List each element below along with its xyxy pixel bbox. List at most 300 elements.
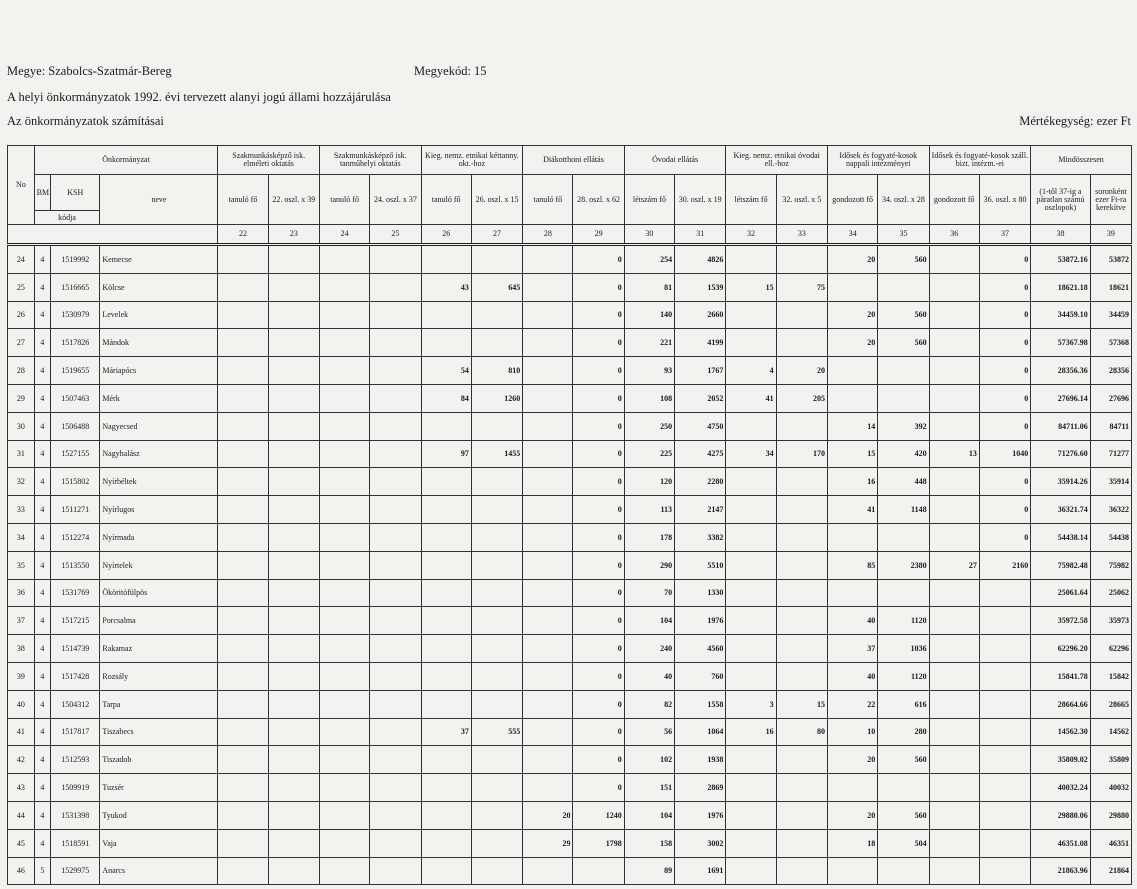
municipality-name: Rozsály: [100, 662, 218, 690]
value-cell: 20: [828, 245, 878, 274]
value-cell: [370, 273, 421, 301]
value-cell: 0: [979, 412, 1030, 440]
value-cell: 0: [573, 245, 624, 274]
value-cell: 81: [624, 273, 674, 301]
value-cell: 1120: [878, 662, 929, 690]
value-cell: [421, 801, 471, 829]
value-cell: 555: [471, 718, 522, 746]
value-cell: 240: [624, 635, 674, 663]
value-cell: 170: [776, 440, 827, 468]
value-cell: [268, 329, 319, 357]
value-cell: 34: [726, 440, 776, 468]
value-cell: [471, 301, 522, 329]
col-number: 30: [624, 225, 674, 245]
value-cell: 36321.74: [1031, 496, 1091, 524]
value-cell: 18621.18: [1031, 273, 1091, 301]
value-cell: [979, 718, 1030, 746]
value-cell: [370, 579, 421, 607]
col-number: 28: [523, 225, 573, 245]
value-cell: [523, 579, 573, 607]
value-cell: 25062: [1090, 579, 1131, 607]
value-cell: 0: [573, 579, 624, 607]
col-no: No: [8, 146, 35, 225]
value-cell: 1539: [675, 273, 726, 301]
value-cell: [421, 329, 471, 357]
municipality-name: Levelek: [100, 301, 218, 329]
value-cell: [319, 523, 369, 551]
value-cell: 25061.64: [1031, 579, 1091, 607]
value-cell: [878, 273, 929, 301]
table-row: [8, 301, 1132, 329]
value-cell: [776, 607, 827, 635]
subheader: tanuló fő: [319, 175, 369, 225]
value-cell: 420: [878, 440, 929, 468]
value-cell: 41: [828, 496, 878, 524]
value-cell: [929, 857, 979, 885]
value-cell: 20: [828, 746, 878, 774]
subheader: (1-től 37-ig a páratlan számú oszlopok): [1031, 175, 1091, 225]
municipality-name: Nagyhalász: [100, 440, 218, 468]
row-number: 41: [8, 718, 35, 746]
value-cell: [218, 718, 268, 746]
table-row: [8, 357, 1132, 385]
value-cell: [726, 607, 776, 635]
value-cell: [776, 579, 827, 607]
bm-code: 4: [34, 329, 50, 357]
value-cell: [319, 801, 369, 829]
municipality-name: Porcsalma: [100, 607, 218, 635]
value-cell: 560: [878, 746, 929, 774]
subheader: 26. oszl. x 15: [471, 175, 522, 225]
row-number: 30: [8, 412, 35, 440]
value-cell: 27696: [1090, 384, 1131, 412]
value-cell: 35973: [1090, 607, 1131, 635]
value-cell: [828, 273, 878, 301]
table-row: [8, 523, 1132, 551]
value-cell: 85: [828, 551, 878, 579]
value-cell: 46351.08: [1031, 829, 1091, 857]
value-cell: 35914.26: [1031, 468, 1091, 496]
subheader: tanuló fő: [218, 175, 268, 225]
value-cell: [929, 718, 979, 746]
value-cell: 250: [624, 412, 674, 440]
value-cell: [268, 801, 319, 829]
municipality-name: Kölcse: [100, 273, 218, 301]
row-number: 33: [8, 496, 35, 524]
value-cell: [726, 774, 776, 802]
value-cell: 1798: [573, 829, 624, 857]
value-cell: [319, 468, 369, 496]
value-cell: [218, 384, 268, 412]
value-cell: [421, 662, 471, 690]
ksh-code: 1518591: [51, 829, 100, 857]
value-cell: 290: [624, 551, 674, 579]
bm-code: 4: [34, 412, 50, 440]
value-cell: [370, 690, 421, 718]
value-cell: 75982: [1090, 551, 1131, 579]
value-cell: 35914: [1090, 468, 1131, 496]
value-cell: 35809: [1090, 746, 1131, 774]
value-cell: 43: [421, 273, 471, 301]
value-cell: 3002: [675, 829, 726, 857]
value-cell: 40: [828, 607, 878, 635]
value-cell: [726, 857, 776, 885]
municipality-name: Kemecse: [100, 245, 218, 274]
value-cell: 1148: [878, 496, 929, 524]
subheader: gondozott fő: [828, 175, 878, 225]
value-cell: [523, 662, 573, 690]
value-cell: [929, 746, 979, 774]
col-number-spacer: [8, 225, 218, 245]
value-cell: 0: [573, 662, 624, 690]
value-cell: 560: [878, 245, 929, 274]
group-header: Óvodai ellátás: [624, 146, 726, 175]
col-number: 23: [268, 225, 319, 245]
value-cell: 1064: [675, 718, 726, 746]
value-cell: [319, 579, 369, 607]
value-cell: [218, 496, 268, 524]
county-label: Megye: Szabolcs-Szatmár-Bereg: [7, 64, 172, 78]
ksh-code: 1519992: [51, 245, 100, 274]
value-cell: [929, 690, 979, 718]
value-cell: 4199: [675, 329, 726, 357]
bm-code: 4: [34, 662, 50, 690]
bm-code: 4: [34, 440, 50, 468]
value-cell: 62296.20: [1031, 635, 1091, 663]
value-cell: 0: [573, 273, 624, 301]
value-cell: [878, 579, 929, 607]
row-number: 36: [8, 579, 35, 607]
value-cell: 70: [624, 579, 674, 607]
col-number: 35: [878, 225, 929, 245]
value-cell: 53872.16: [1031, 245, 1091, 274]
value-cell: [979, 607, 1030, 635]
value-cell: 0: [573, 718, 624, 746]
value-cell: 120: [624, 468, 674, 496]
ksh-code: 1531769: [51, 579, 100, 607]
value-cell: 57367.98: [1031, 329, 1091, 357]
value-cell: 0: [573, 496, 624, 524]
value-cell: [218, 412, 268, 440]
value-cell: [929, 635, 979, 663]
value-cell: [471, 579, 522, 607]
value-cell: [726, 551, 776, 579]
value-cell: [523, 384, 573, 412]
value-cell: 0: [979, 301, 1030, 329]
document-title: A helyi önkormányzatok 1992. évi tervezett alanyi jogú állami hozzájárulása: [7, 90, 391, 104]
value-cell: [828, 523, 878, 551]
ksh-code: 1504312: [51, 690, 100, 718]
value-cell: [523, 523, 573, 551]
value-cell: 151: [624, 774, 674, 802]
value-cell: [319, 635, 369, 663]
value-cell: [370, 662, 421, 690]
value-cell: [776, 523, 827, 551]
value-cell: 28356.36: [1031, 357, 1091, 385]
municipality-name: Tarpa: [100, 690, 218, 718]
value-cell: 221: [624, 329, 674, 357]
ksh-code: 1515802: [51, 468, 100, 496]
value-cell: [421, 690, 471, 718]
value-cell: [319, 245, 369, 274]
value-cell: [268, 662, 319, 690]
value-cell: [929, 468, 979, 496]
municipality-name: Nyírlugos: [100, 496, 218, 524]
table-row: [8, 496, 1132, 524]
value-cell: 280: [878, 718, 929, 746]
value-cell: [776, 329, 827, 357]
row-number: 25: [8, 273, 35, 301]
value-cell: 37: [421, 718, 471, 746]
value-cell: [370, 801, 421, 829]
value-cell: [370, 718, 421, 746]
value-cell: 28664.66: [1031, 690, 1091, 718]
col-number: 38: [1031, 225, 1091, 245]
row-number: 35: [8, 551, 35, 579]
ksh-code: 1506488: [51, 412, 100, 440]
value-cell: 84: [421, 384, 471, 412]
row-number: 43: [8, 774, 35, 802]
bm-code: 4: [34, 245, 50, 274]
value-cell: 20: [523, 801, 573, 829]
value-cell: 28356: [1090, 357, 1131, 385]
bm-code: 4: [34, 384, 50, 412]
value-cell: [370, 523, 421, 551]
value-cell: 0: [979, 384, 1030, 412]
value-cell: 37: [828, 635, 878, 663]
value-cell: [726, 468, 776, 496]
municipality-name: Mándok: [100, 329, 218, 357]
bm-code: 4: [34, 301, 50, 329]
value-cell: 15: [776, 690, 827, 718]
value-cell: [471, 635, 522, 663]
table-row: [8, 829, 1132, 857]
value-cell: [218, 635, 268, 663]
ksh-code: 1517428: [51, 662, 100, 690]
value-cell: [828, 857, 878, 885]
value-cell: [471, 468, 522, 496]
value-cell: [979, 579, 1030, 607]
municipality-name: Anarcs: [100, 857, 218, 885]
col-number: 29: [573, 225, 624, 245]
value-cell: [370, 329, 421, 357]
municipality-name: Rakamaz: [100, 635, 218, 663]
value-cell: 0: [573, 468, 624, 496]
value-cell: 40: [624, 662, 674, 690]
value-cell: [319, 607, 369, 635]
bm-code: 4: [34, 357, 50, 385]
row-number: 40: [8, 690, 35, 718]
bm-code: 4: [34, 273, 50, 301]
value-cell: 0: [979, 273, 1030, 301]
value-cell: 97: [421, 440, 471, 468]
value-cell: [523, 635, 573, 663]
table-row: [8, 329, 1132, 357]
value-cell: [319, 662, 369, 690]
value-cell: [319, 412, 369, 440]
table-row: [8, 468, 1132, 496]
municipality-name: Máriapócs: [100, 357, 218, 385]
row-number: 38: [8, 635, 35, 663]
value-cell: [979, 690, 1030, 718]
value-cell: [370, 357, 421, 385]
value-cell: 18621: [1090, 273, 1131, 301]
value-cell: [523, 718, 573, 746]
value-cell: 54: [421, 357, 471, 385]
group-header: Idősek és fogyaté-kosok nappali intézményei: [828, 146, 930, 175]
row-number: 27: [8, 329, 35, 357]
value-cell: [268, 857, 319, 885]
value-cell: 2380: [878, 551, 929, 579]
value-cell: [929, 329, 979, 357]
subheader: tanuló fő: [523, 175, 573, 225]
value-cell: [471, 774, 522, 802]
bm-code: 4: [34, 718, 50, 746]
row-number: 46: [8, 857, 35, 885]
value-cell: 158: [624, 829, 674, 857]
bm-code: 4: [34, 801, 50, 829]
value-cell: [776, 496, 827, 524]
value-cell: [726, 829, 776, 857]
value-cell: [776, 412, 827, 440]
col-bm: BM: [34, 175, 50, 211]
value-cell: 0: [573, 551, 624, 579]
value-cell: [370, 245, 421, 274]
value-cell: [726, 635, 776, 663]
group-header: Kieg. nemz. etnikai óvodai ell.-hoz: [726, 146, 828, 175]
value-cell: [776, 857, 827, 885]
value-cell: [523, 857, 573, 885]
contribution-table: [7, 145, 1132, 885]
value-cell: [268, 440, 319, 468]
value-cell: [268, 607, 319, 635]
value-cell: 80: [776, 718, 827, 746]
value-cell: [370, 857, 421, 885]
value-cell: [523, 551, 573, 579]
ksh-code: 1511271: [51, 496, 100, 524]
value-cell: 0: [979, 329, 1030, 357]
value-cell: [421, 496, 471, 524]
value-cell: 0: [979, 357, 1030, 385]
ksh-code: 1530979: [51, 301, 100, 329]
ksh-code: 1517826: [51, 329, 100, 357]
value-cell: 0: [979, 523, 1030, 551]
value-cell: [929, 774, 979, 802]
value-cell: [776, 801, 827, 829]
value-cell: 2052: [675, 384, 726, 412]
table-row: [8, 384, 1132, 412]
value-cell: [218, 579, 268, 607]
value-cell: 29: [523, 829, 573, 857]
value-cell: 62296: [1090, 635, 1131, 663]
col-number: 34: [828, 225, 878, 245]
value-cell: 1558: [675, 690, 726, 718]
row-number: 42: [8, 746, 35, 774]
value-cell: 1976: [675, 801, 726, 829]
value-cell: [929, 579, 979, 607]
subheader: 22. oszl. x 39: [268, 175, 319, 225]
row-number: 34: [8, 523, 35, 551]
value-cell: [523, 273, 573, 301]
row-number: 44: [8, 801, 35, 829]
bm-code: 4: [34, 746, 50, 774]
value-cell: [523, 468, 573, 496]
row-number: 28: [8, 357, 35, 385]
value-cell: [319, 746, 369, 774]
value-cell: 1330: [675, 579, 726, 607]
col-number: 33: [776, 225, 827, 245]
row-number: 45: [8, 829, 35, 857]
value-cell: [523, 301, 573, 329]
value-cell: 560: [878, 329, 929, 357]
col-number: 37: [979, 225, 1030, 245]
value-cell: [268, 384, 319, 412]
bm-code: 4: [34, 774, 50, 802]
subheader: soronként ezer Ft-ra kerekítve: [1090, 175, 1131, 225]
value-cell: 4560: [675, 635, 726, 663]
value-cell: [929, 801, 979, 829]
value-cell: 0: [573, 301, 624, 329]
value-cell: [471, 412, 522, 440]
col-number: 24: [319, 225, 369, 245]
ksh-code: 1517817: [51, 718, 100, 746]
value-cell: 3382: [675, 523, 726, 551]
subheader: 34. oszl. x 28: [878, 175, 929, 225]
value-cell: 15: [726, 273, 776, 301]
value-cell: 21864: [1090, 857, 1131, 885]
value-cell: [370, 551, 421, 579]
ksh-code: 1513550: [51, 551, 100, 579]
value-cell: 0: [573, 440, 624, 468]
value-cell: 140: [624, 301, 674, 329]
value-cell: [726, 579, 776, 607]
value-cell: [523, 746, 573, 774]
value-cell: [776, 829, 827, 857]
value-cell: [523, 690, 573, 718]
value-cell: [268, 551, 319, 579]
county-code-label: Megyekód: 15: [414, 64, 487, 78]
value-cell: [268, 829, 319, 857]
value-cell: 40032.24: [1031, 774, 1091, 802]
ksh-code: 1512274: [51, 523, 100, 551]
value-cell: [421, 579, 471, 607]
value-cell: [319, 301, 369, 329]
value-cell: [268, 774, 319, 802]
value-cell: [370, 384, 421, 412]
value-cell: 616: [878, 690, 929, 718]
value-cell: [929, 662, 979, 690]
value-cell: [929, 384, 979, 412]
value-cell: [218, 440, 268, 468]
value-cell: 35972.58: [1031, 607, 1091, 635]
value-cell: 113: [624, 496, 674, 524]
table-row: [8, 273, 1132, 301]
col-number: 39: [1090, 225, 1131, 245]
table-row: [8, 579, 1132, 607]
value-cell: [319, 718, 369, 746]
value-cell: [929, 523, 979, 551]
value-cell: [523, 412, 573, 440]
value-cell: [471, 662, 522, 690]
row-number: 26: [8, 301, 35, 329]
value-cell: [218, 746, 268, 774]
value-cell: [726, 329, 776, 357]
row-number: 37: [8, 607, 35, 635]
value-cell: [828, 357, 878, 385]
value-cell: [726, 662, 776, 690]
value-cell: 448: [878, 468, 929, 496]
value-cell: 1691: [675, 857, 726, 885]
